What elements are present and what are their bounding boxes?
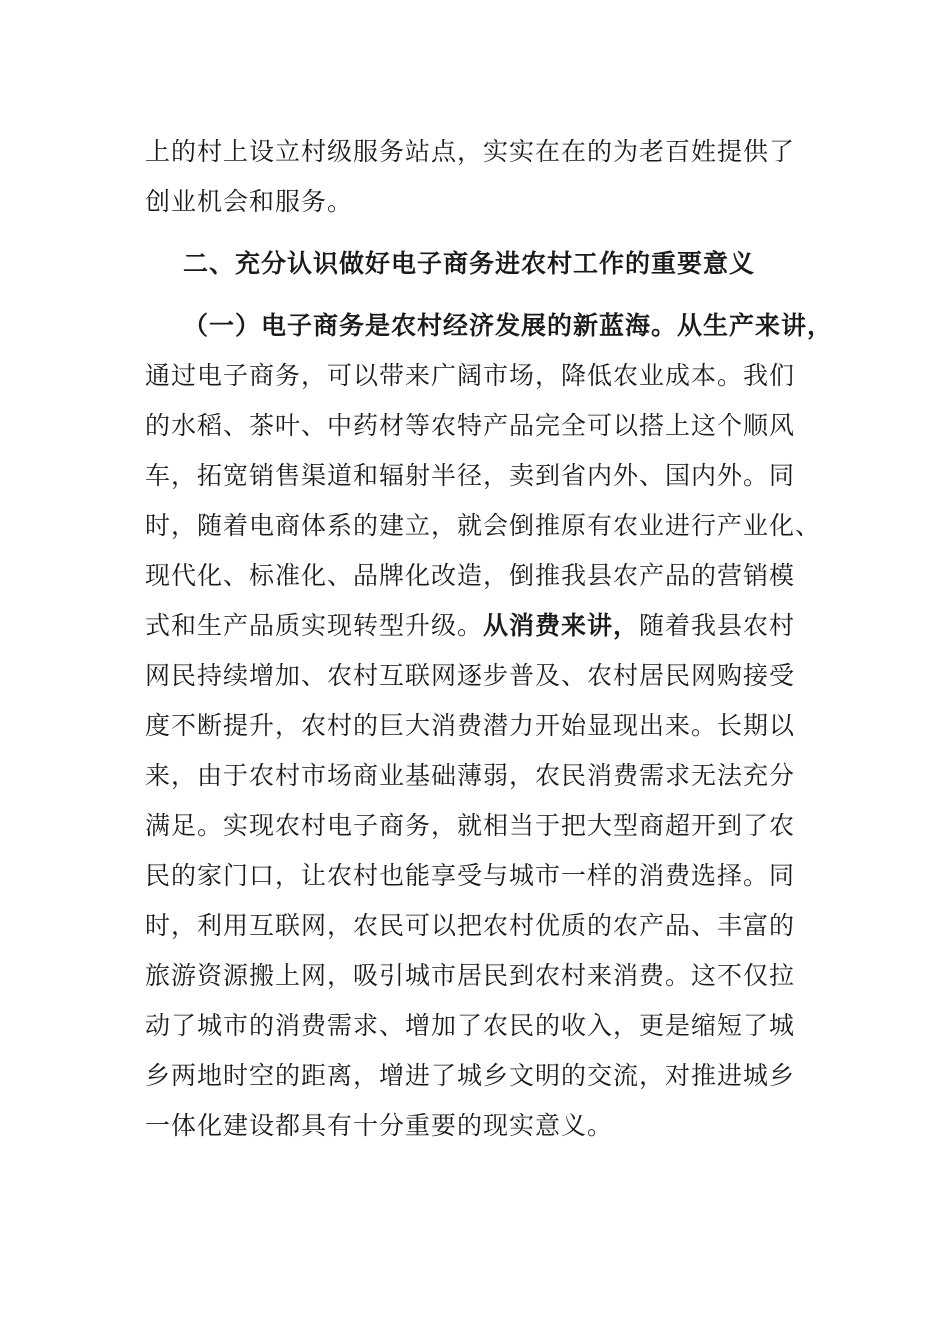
text-line: 创业机会和服务。	[145, 187, 354, 216]
text-line: 网民持续增加、农村互联网逐步普及、农村居民网购接受	[145, 661, 796, 690]
text-line: 度不断提升，农村的巨大消费潜力开始显现出来。长期以	[145, 711, 796, 740]
text-line: 满足。实现农村电子商务，就相当于把大型商超开到了农	[145, 811, 796, 840]
text-line: 上的村上设立村级服务站点，实实在在的为老百姓提供了	[145, 137, 796, 166]
text-segment: 式和生产品质实现转型升级。	[145, 611, 484, 640]
text-segment: 随着我县农村	[639, 611, 796, 640]
bold-text-segment: 从消费来讲，	[483, 611, 640, 640]
text-line: 来，由于农村市场商业基础薄弱，农民消费需求无法充分	[145, 761, 796, 790]
body-paragraph	[145, 301, 834, 1151]
subsection-heading-line: （一）电子商务是农村经济发展的新蓝海。从生产来讲，	[183, 311, 834, 340]
text-line: 通过电子商务，可以带来广阔市场，降低农业成本。我们	[145, 361, 796, 390]
text-line: 时，随着电商体系的建立，就会倒推原有农业进行产业化、	[145, 511, 822, 540]
mixed-text-line	[145, 601, 810, 651]
text-line: 动了城市的消费需求、增加了农民的收入，更是缩短了城	[145, 1011, 796, 1040]
text-line: 时，利用互联网，农民可以把农村优质的农产品、丰富的	[145, 911, 796, 940]
text-line: 旅游资源搬上网，吸引城市居民到农村来消费。这不仅拉	[145, 961, 796, 990]
text-line: 现代化、标准化、品牌化改造，倒推我县农产品的营销模	[145, 561, 796, 590]
section-heading: 二、充分认识做好电子商务进农村工作的重要意义	[183, 249, 756, 278]
text-line: 民的家门口，让农村也能享受与城市一样的消费选择。同	[145, 861, 796, 890]
text-line: 一体化建设都具有十分重要的现实意义。	[145, 1111, 614, 1140]
text-line: 乡两地时空的距离，增进了城乡文明的交流，对推进城乡	[145, 1061, 796, 1090]
continuation-paragraph	[145, 127, 810, 227]
section-heading-block	[145, 239, 810, 289]
text-line: 车，拓宽销售渠道和辐射半径，卖到省内外、国内外。同	[145, 461, 796, 490]
text-line: 的水稻、茶叶、中药材等农特产品完全可以搭上这个顺风	[145, 411, 796, 440]
